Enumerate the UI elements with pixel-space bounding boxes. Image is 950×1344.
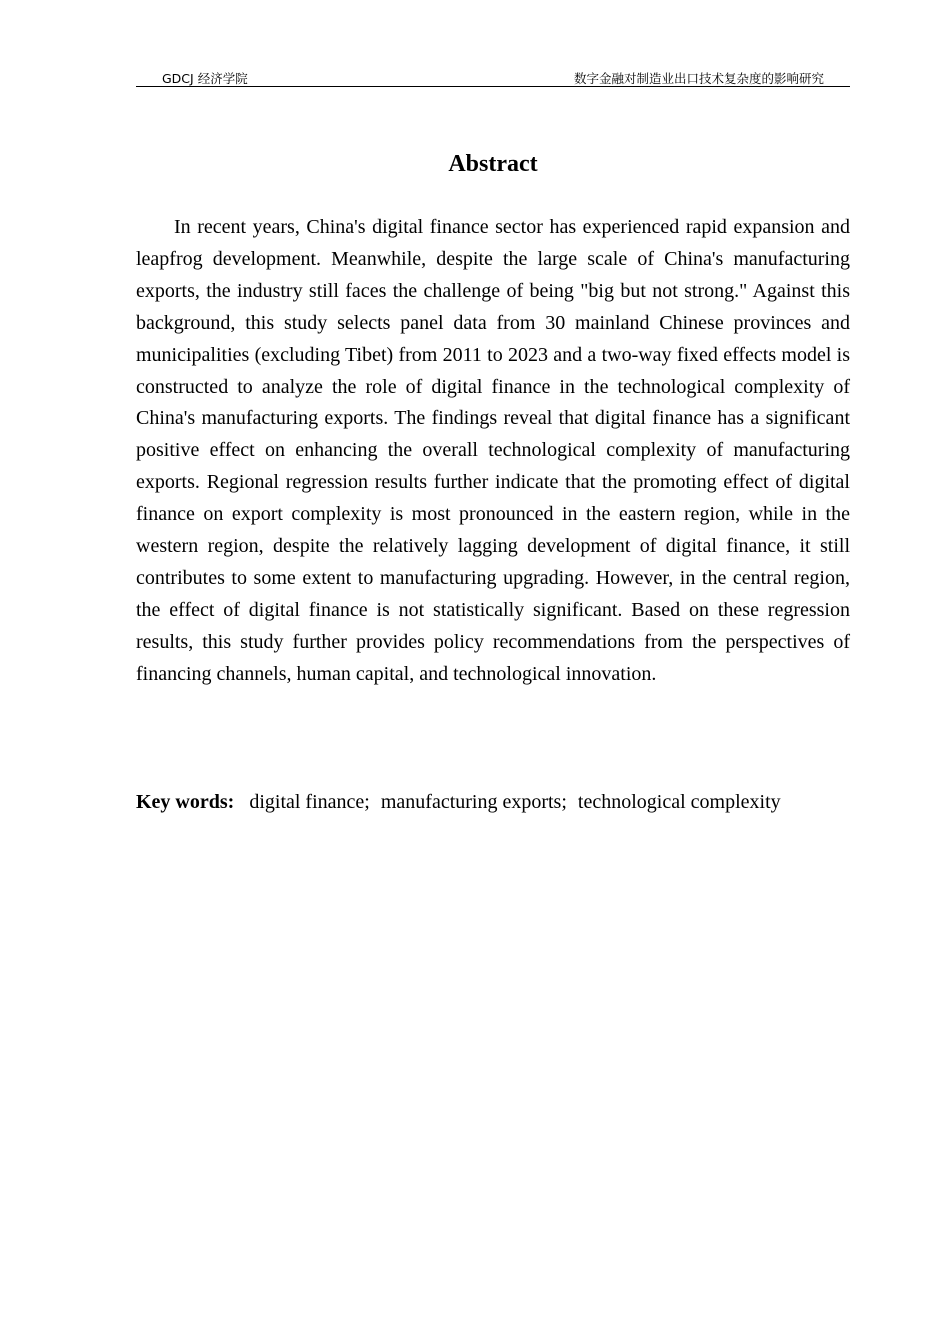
keyword-item: manufacturing exports; (380, 791, 567, 813)
header-right-text: 数字金融对制造业出口技术复杂度的影响研究 (573, 71, 824, 86)
header-left-text: GDCJ 经济学院 (162, 71, 248, 86)
abstract-title: Abstract (448, 151, 538, 177)
keywords-line (136, 786, 856, 818)
keyword-item: technological complexity (577, 791, 781, 813)
keyword-item: digital finance; (249, 791, 370, 813)
abstract-body: In recent years, China's digital finance sector has experienced rapid expansion and leapfrog development. Meanwhile, despite the large scale of China's manufacturing exports, the industry still faces the challenge of being "big but not strong." Against this background, this study selects panel data from 30 mainland Chinese provinces and municipalities (excluding Tibet) from 2011 to 2023 and a two-way fixed effects model is constructed to analyze the role of digital finance in the technological complexity of China's manufacturing exports. The findings reveal that digital finance has a significant positive effect on enhancing the overall technological complexity of manufacturing exports. Regional regression results further indicate that the promoting effect of digital finance on export complexity is most pronounced in the eastern region, while in the western region, despite the relatively lagging development of digital finance, it still contributes to some extent to manufacturing upgrading. However, in the central region, the effect of digital finance is not statistically significant. Based on these regression results, this study further provides policy recommendations from the perspectives of financing channels, human capital, and technological innovation. (136, 216, 850, 685)
keywords-label: Key words: (136, 791, 235, 813)
page-header (136, 66, 850, 87)
